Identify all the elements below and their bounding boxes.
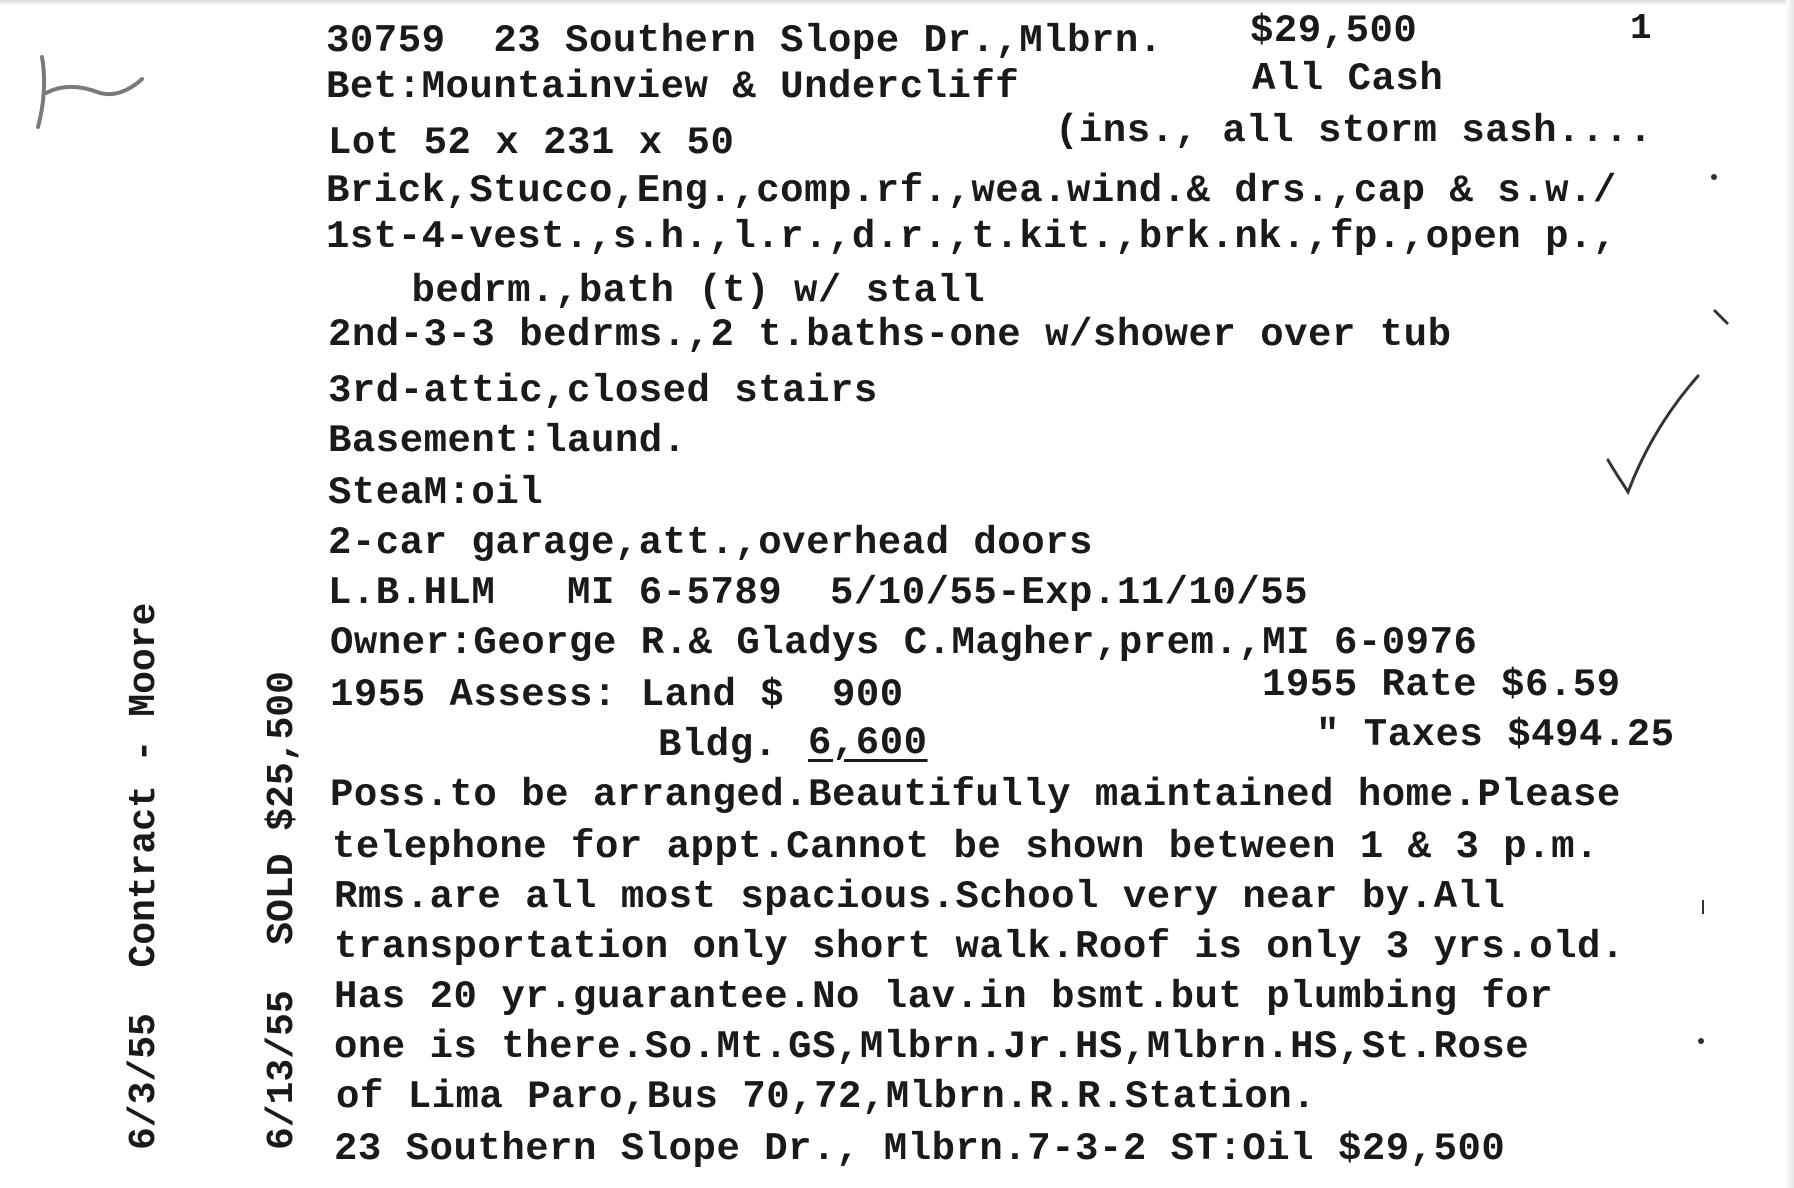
stray-mark (1708, 170, 1720, 184)
second-floor: 2nd-3-3 bedrms.,2 t.baths-one w/shower over tub (328, 313, 1452, 357)
summary-line: 23 Southern Slope Dr., Mlbrn.7-3-2 ST:Oil $29,500 (334, 1127, 1506, 1171)
sold-line: 6/13/55 SOLD $25,500 (261, 671, 304, 1150)
stray-mark (1712, 308, 1732, 328)
heating: SteaM:oil (328, 471, 544, 515)
stray-mark (1696, 1036, 1706, 1046)
remarks-line-5: Has 20 yr.guarantee.No lav.in bsmt.but plumbing for (334, 975, 1554, 1019)
remarks-line-2: telephone for appt.Cannot be shown between 1 & 3 p.m. (332, 825, 1599, 869)
side-stamp (30, 603, 398, 1150)
between-streets: Bet:Mountainview & Undercliff (326, 65, 1020, 109)
construction: Brick,Stucco,Eng.,comp.rf.,wea.wind.& drs.,cap & s.w./ (326, 169, 1617, 213)
listing-broker: L.B.HLM MI 6-5789 5/10/55-Exp.11/10/55 (328, 571, 1309, 615)
owner: Owner:George R.& Gladys C.Magher,prem.,MI 6-0976 (330, 621, 1478, 665)
card-top-edge (0, 0, 1794, 6)
assessment-bldg-value: 6,600 (808, 721, 928, 765)
garage: 2-car garage,att.,overhead doors (328, 521, 1093, 565)
remarks-line-4: transportation only short walk.Roof is only 3 yrs.old. (334, 925, 1625, 969)
remarks-line-6: one is there.So.Mt.GS,Mlbrn.Jr.HS,Mlbrn.HS,St.Rose (334, 1025, 1530, 1069)
inclusions: (ins., all storm sash.... (1055, 109, 1653, 153)
lot-size: Lot 52 x 231 x 50 (328, 121, 735, 165)
basement: Basement:laund. (328, 419, 687, 463)
remarks-line-3: Rms.are all most spacious.School very near by.All (334, 875, 1506, 919)
handwritten-k-mark (20, 35, 150, 135)
terms: All Cash (1252, 57, 1444, 101)
third-floor: 3rd-attic,closed stairs (328, 369, 878, 413)
tax-rate: 1955 Rate $6.59 (1262, 663, 1621, 707)
taxes: " Taxes $494.25 (1316, 713, 1675, 757)
card-number: 1 (1630, 8, 1652, 49)
checkmark-icon (1600, 370, 1710, 500)
assessment-land: 1955 Assess: Land $ 900 (330, 673, 904, 717)
card-right-edge (1786, 0, 1794, 1188)
address-line: 30759 23 Southern Slope Dr.,Mlbrn. (326, 19, 1163, 63)
first-floor: 1st-4-vest.,s.h.,l.r.,d.r.,t.kit.,brk.nk.,fp.,open p., (326, 215, 1617, 259)
stray-mark (1698, 898, 1708, 918)
contract-date-line: 6/3/55 Contract - Moore (123, 602, 166, 1150)
remarks-line-7: of Lima Paro,Bus 70,72,Mlbrn.R.R.Station. (336, 1075, 1317, 1119)
remarks-line-1: Poss.to be arranged.Beautifully maintained home.Please (330, 773, 1621, 817)
first-floor-cont: bedrm.,bath (t) w/ stall (292, 269, 986, 313)
price: $29,500 (1250, 9, 1418, 53)
assessment-bldg-label: Bldg. (658, 723, 778, 767)
